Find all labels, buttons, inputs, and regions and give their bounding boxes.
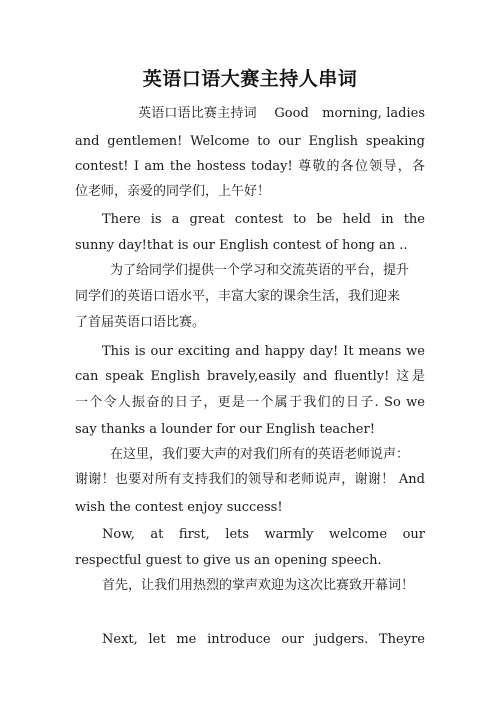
text-line: 在这里，我们要大声的对我们所有的英语老师说声： [110, 447, 410, 462]
text-line: 为了给同学们提供一个学习和交流英语的平台，提升 [110, 263, 410, 278]
text-line: 首先，让我们用热烈的掌声欢迎为这次比赛致开幕词！ [102, 578, 415, 593]
text-line: contest! I am the hostess today! 尊敬的各位领导，各 [75, 159, 425, 174]
text-line: and gentlemen! Welcome to our English speaking [75, 134, 425, 149]
text-line: say thanks a lounder for our English teacher! [75, 422, 375, 437]
text-line: can speak English bravely,easily and fluently! 这是 [75, 369, 425, 384]
text-line: 同学们的英语口语水平，丰富大家的课余生活，我们迎来 [75, 289, 401, 304]
text-line: Now, at first, lets warmly welcome our [102, 527, 425, 542]
text-line: 英语口语比赛主持词 Good morning, ladies [138, 106, 425, 121]
page-title: 英语口语大赛主持人串词 [142, 68, 358, 90]
text-line: 一个令人振奋的日子，更是一个属于我们的日子. So we [75, 395, 425, 410]
text-line: 了首届英语口语比赛。 [75, 315, 206, 330]
text-line: 位老师，亲爱的同学们，上午好！ [75, 184, 271, 199]
text-line: 谢谢！也要对所有支持我们的领导和老师说声，谢谢！ And [75, 472, 425, 487]
text-line: sunny day!that is our English contest of hong an .. [75, 238, 408, 253]
text-line: wish the contest enjoy success! [75, 500, 283, 515]
text-line: There is a great contest to be held in the [102, 212, 425, 227]
text-line: This is our exciting and happy day! It means we [102, 344, 425, 359]
text-line: respectful guest to give us an opening speech. [75, 553, 382, 568]
text-line: Next, let me introduce our judgers. Theyre [102, 632, 425, 647]
